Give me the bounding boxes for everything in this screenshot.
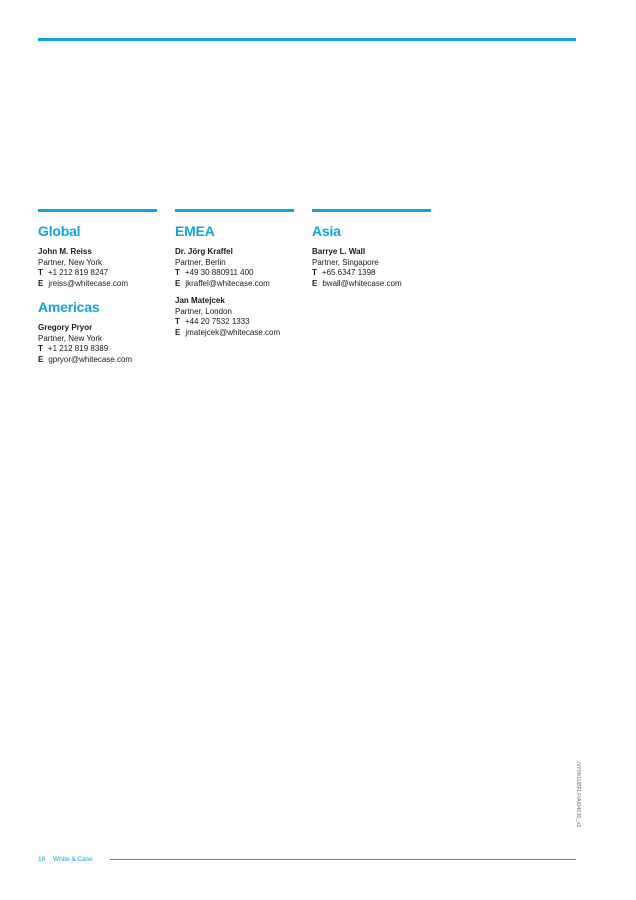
contact-email-line: [38, 355, 157, 366]
email-key: E: [38, 278, 44, 288]
region-rule: [312, 209, 431, 212]
phone-key: T: [38, 344, 43, 353]
phone-key: T: [312, 268, 317, 277]
contact-list-global: [38, 247, 157, 289]
contact-phone-line: [175, 268, 294, 279]
footer-brand: White & Case: [53, 856, 93, 863]
region-column-asia: [312, 209, 431, 289]
contact-email[interactable]: jreiss@whitecase.com: [48, 278, 129, 288]
contact-role: Partner, New York: [38, 333, 103, 343]
contact-phone: +65 6347 1398: [321, 268, 376, 277]
contact-name: John M. Reiss: [38, 247, 92, 256]
contact-list-americas: [38, 323, 157, 365]
contact-email-line: [175, 279, 294, 290]
footer-rule: [110, 859, 576, 860]
phone-key: T: [38, 268, 43, 277]
contact-name: Jan Matejcek: [175, 296, 225, 305]
footer-page-number: 18: [38, 856, 46, 863]
email-key: E: [38, 354, 44, 364]
region-rule: [38, 209, 157, 212]
contact-email[interactable]: gpryor@whitecase.com: [48, 354, 133, 364]
email-key: E: [175, 327, 181, 337]
contact-email[interactable]: jmatejcek@whitecase.com: [185, 327, 281, 337]
contact-email-line: [175, 328, 294, 339]
contact-phone: +49 30 880911 400: [184, 268, 254, 277]
contact-name: Gregory Pryor: [38, 323, 93, 332]
contact-list-emea: [175, 247, 294, 338]
contact-phone: +1 212 819 8247: [47, 268, 109, 277]
region-title-emea: EMEA: [175, 223, 215, 239]
contact-email-line: [312, 279, 431, 290]
contact-card: [175, 296, 294, 338]
email-key: E: [175, 278, 181, 288]
contact-phone: +1 212 819 8389: [47, 344, 109, 353]
phone-key: T: [175, 268, 180, 277]
region-rule: [175, 209, 294, 212]
contact-phone: +44 20 7532 1333: [184, 317, 250, 326]
contact-email[interactable]: jkraffel@whitecase.com: [185, 278, 270, 288]
region-title-asia: Asia: [312, 223, 341, 239]
document-code: NY0811/BFLF/A/04030_v2: [575, 762, 581, 828]
email-key: E: [312, 278, 318, 288]
region-column-emea: [175, 209, 294, 338]
contact-role: Partner, Singapore: [312, 257, 379, 267]
contact-role: Partner, New York: [38, 257, 103, 267]
contact-card: [312, 247, 431, 289]
contact-phone-line: [38, 268, 157, 279]
contact-role: Partner, Berlin: [175, 257, 226, 267]
contact-list-asia: [312, 247, 431, 289]
contact-role: Partner, London: [175, 306, 232, 316]
contact-name: Dr. Jörg Kraffel: [175, 247, 233, 256]
contact-phone-line: [175, 317, 294, 328]
top-rule: [38, 38, 576, 41]
region-column-global: [38, 209, 157, 365]
contact-phone-line: [312, 268, 431, 279]
contact-card: [38, 323, 157, 365]
contact-phone-line: [38, 344, 157, 355]
contact-card: [38, 247, 157, 289]
contact-email[interactable]: bwall@whitecase.com: [322, 278, 402, 288]
phone-key: T: [175, 317, 180, 326]
contact-name: Barrye L. Wall: [312, 247, 366, 256]
contact-email-line: [38, 279, 157, 290]
region-title-americas: Americas: [38, 299, 100, 315]
region-title-global: Global: [38, 223, 81, 239]
contact-card: [175, 247, 294, 289]
